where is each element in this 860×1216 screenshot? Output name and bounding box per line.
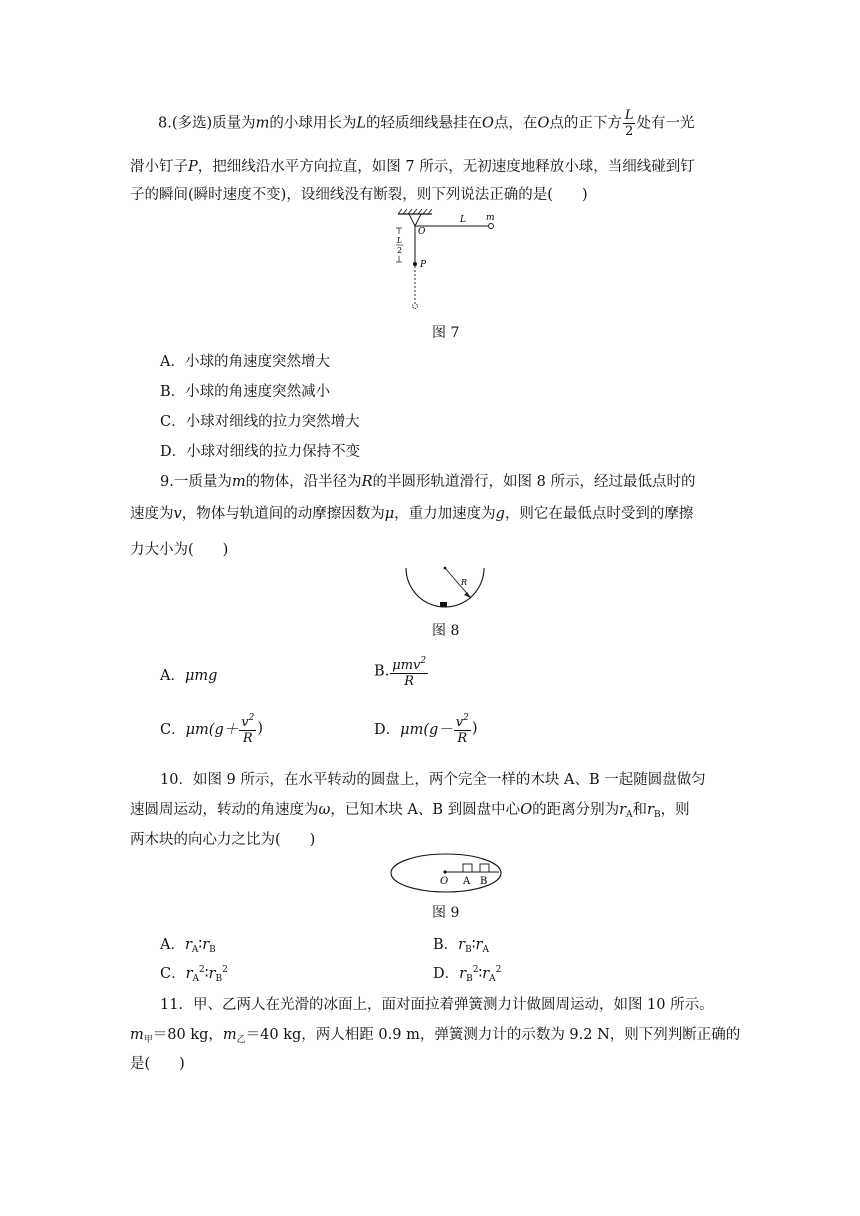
q10-line2: 速圆周运动，转动的角速度为ω，已知木块 A、B 到圆盘中心O的距离分别为$r_A$和$r_B$，则 (130, 802, 690, 820)
fig9-label-o: O (440, 876, 449, 887)
fig7-label-m: m (486, 213, 495, 223)
q10-line1: 10．如图 9 所示，在水平转动的圆盘上，两个完全一样的木块 A、B 一起随圆盘做匀 (160, 772, 706, 788)
figure-7-pendulum (388, 208, 508, 316)
q8-line3: 子的瞬间(瞬时速度不变)，设细线没有断裂，则下列说法正确的是( ) (130, 187, 588, 203)
fig9-label-b: B (480, 876, 488, 887)
q9-option-a: A．μmg (160, 668, 218, 684)
fig7-label-half-num: L (396, 236, 403, 245)
fig7-label-p: P (420, 260, 427, 270)
q9-line1: 9.一质量为m的物体，沿半径为R的半圆形轨道滑行，如图 8 所示，经过最低点时的 (160, 474, 696, 490)
fig9-label-a: A (463, 876, 471, 887)
fig8-label-r: R (461, 578, 468, 587)
q10-line3: 两木块的向心力之比为( ) (130, 832, 316, 848)
figure-9-turntable (388, 852, 504, 894)
q9-option-d: D．μm(g－ $\frac{v^2}{R}$ ) (374, 713, 478, 746)
q10-option-a: A．$r_A∶r_B$ (160, 937, 216, 955)
q11-line1: 11．甲、乙两人在光滑的冰面上，面对面拉着弹簧测力计做圆周运动，如图 10 所示。 (160, 997, 714, 1013)
q8-line1: 8.(多选)质量为m的小球用长为L的轻质细线悬挂在O点，在O点的正下方 $\frac{L}{2}$ 处有一光 (158, 108, 695, 139)
figure-7-caption: 图 7 (432, 325, 460, 341)
q9-option-c: C．μm(g＋ $\frac{v^2}{R}$ ) (160, 713, 263, 746)
q11-line2: $m_甲=80$ kg，$m_乙=40$ kg，两人相距 0.9 m，弹簧测力计的示数为 9.2 N，则下列判断正确的 (130, 1027, 741, 1045)
q8-option-d: D．小球对细线的拉力保持不变 (160, 444, 361, 460)
q9-line3: 力大小为( ) (130, 542, 229, 558)
fig7-label-l: L (460, 215, 466, 225)
q9-option-b: B. $\frac{\mu mv^2}{R}$ (374, 656, 427, 689)
q11-line3: 是( ) (130, 1056, 185, 1072)
fraction-l-over-2: $\frac{L}{2}$ (624, 108, 634, 139)
q10-option-d: D．$r_B^2∶r_A^2$ (433, 965, 502, 984)
q10-option-c: C．$r_A^2∶r_B^2$ (160, 965, 228, 984)
q8-option-c: C．小球对细线的拉力突然增大 (160, 414, 360, 430)
figure-8-semicircle-track (400, 566, 490, 616)
fig7-label-o: O (418, 227, 426, 237)
q8-option-b: B．小球的角速度突然减小 (160, 384, 331, 400)
q8-line2: 滑小钉子P，把细线沿水平方向拉直，如图 7 所示，无初速度地释放小球，当细线碰到钉 (130, 159, 695, 175)
q9-line2: 速度为v，物体与轨道间的动摩擦因数为μ，重力加速度为g，则它在最低点时受到的摩擦 (130, 506, 694, 522)
fig7-label-half-den: 2 (396, 246, 403, 255)
figure-8-caption: 图 8 (432, 623, 460, 639)
q10-option-b: B．$r_B∶r_A$ (433, 937, 489, 955)
figure-9-caption: 图 9 (432, 905, 460, 921)
q8-option-a: A．小球的角速度突然增大 (160, 354, 330, 370)
